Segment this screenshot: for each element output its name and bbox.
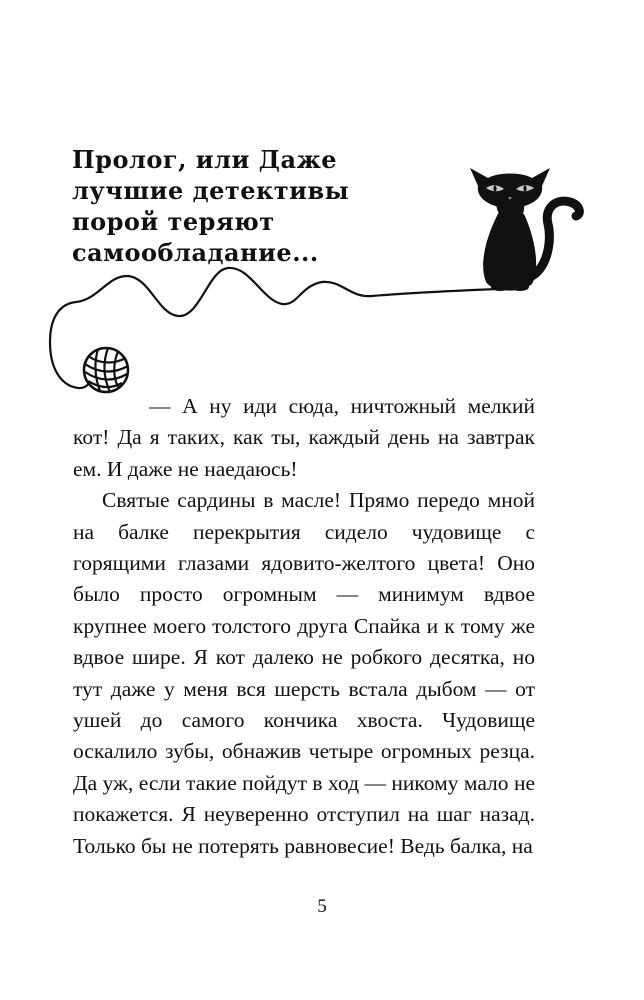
chapter-title-line: Пролог, или Даже: [72, 145, 338, 174]
chapter-title-line: порой теряют: [72, 207, 275, 236]
yarn-ball-icon: [84, 348, 128, 392]
paragraph: — А ну иди сюда, ничтожный мелкий кот! Да я таких, как ты, каждый день на завтрак ем. И даже не наедаюсь!: [73, 394, 535, 481]
paragraph: Святые сардины в масле! Прямо передо мной на балке перекрытия сидело чудовище с горящими глазами ядовито-желтого цвета! Оно было просто огромным — минимум вдвое крупнее моего толстого друга Спайка и к тому же вдвое шире. Я кот далеко не робкого десятка, но тут даже у меня вся шерсть встала дыбом — от ушей до самого кончика хвоста. Чудовище оскалило зубы, обнажив четыре огромных резца. Да уж, если такие пойдут в ход — никому мало не покажется. Я неуверенно отступил на шаг назад. Только бы не потерять равновесие! Ведь балка, на: [73, 488, 535, 858]
chapter-illustration: [0, 0, 644, 400]
page-number: 5: [317, 896, 327, 917]
body-text: [73, 391, 535, 862]
black-cat-icon: [470, 168, 579, 291]
chapter-title-line: лучшие детективы: [72, 176, 350, 205]
chapter-title-line: самообладание...: [72, 238, 319, 267]
